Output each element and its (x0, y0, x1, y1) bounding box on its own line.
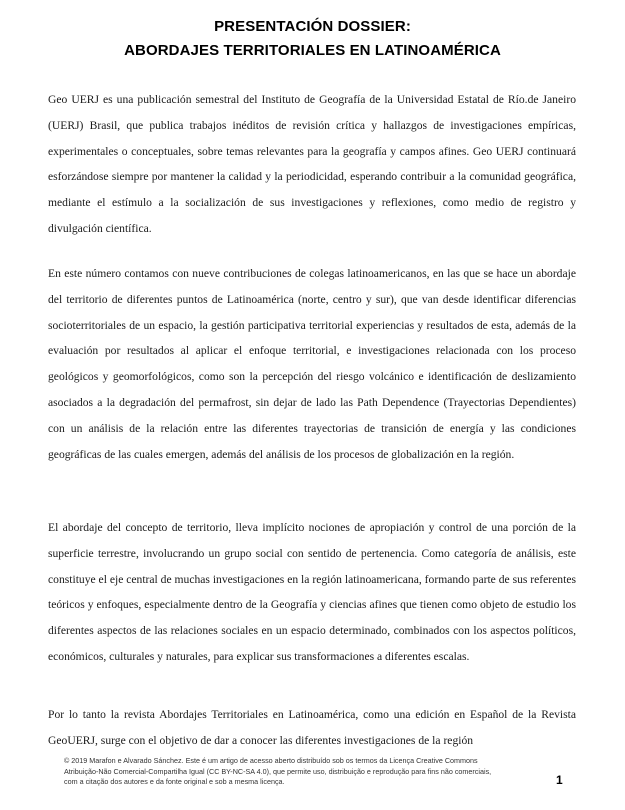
title-line-1: PRESENTACIÓN DOSSIER: (214, 18, 411, 35)
title-line-2: ABORDAJES TERRITORIALES EN LATINOAMÉRICA (124, 42, 501, 59)
page-number: 1 (556, 773, 563, 787)
license-line-1: © 2019 Marafon e Alvarado Sánchez. Este é um artigo de acesso aberto distribuído sob os termos da Licença Creative Commons (64, 756, 478, 765)
paragraph-intro: Geo UERJ es una publicación semestral del Instituto de Geografía de la Universidad Estatal de Río.de Janeiro (UERJ) Brasil, que publica trabajos inéditos de revisión crítica y hallazgos de investigaciones empíricas, experimentales o conceptuales, sobre temas relevantes para la geografía y campos afines. Geo UERJ continuará esforzándose siempre por mantener la calidad y la periodicidad, esperando contribuir a la comunidad geográfica, mediante el estímulo a la socialización de sus investigaciones y reflexiones, como medio de registro y divulgación científica. (48, 93, 576, 235)
paragraph-contributions: En este número contamos con nueve contribuciones de colegas latinoamericanos, en las que se hace un abordaje del territorio de diferentes puntos de Latinoamérica (norte, centro y sur), que van desde identificar diferencias socioterritoriales de un espacio, la gestión participativa territorial experiencias y resultados de esta, además de la evaluación por resultados al aplicar el enfoque territorial, e investigaciones relacionada con los proceso geológicos y geomorfológicos, como son la percepción del riesgo volcánico e identificación de deslizamiento asociados a la degradación del permafrost, sin dejar de lado las Path Dependence (Trayectorias Dependientes) con un análisis de la relación entre las diferentes trayectorias de transición de energía y las condiciones geográficas de las cuales emergen, además del análisis de los procesos de globalización en la región. (48, 267, 576, 461)
license-footer (64, 756, 534, 788)
paragraph-journal-purpose: Por lo tanto la revista Abordajes Territoriales en Latinoamérica, como una edición en Español de la Revista GeoUERJ, surge con el objetivo de dar a conocer las diferentes investigaciones de la región (48, 708, 576, 747)
license-line-2: Atribuição-Não Comercial-Compartilha Igual (CC BY-NC-SA 4.0), que permite uso, distribuição e reprodução para fins não comerciais, (64, 766, 492, 776)
license-line-3: com a citação dos autores e da fonte original e sob a mesma licença. (64, 777, 285, 786)
paragraph-territory-concept: El abordaje del concepto de territorio, lleva implícito nociones de apropiación y control de una porción de la superficie terrestre, involucrando un grupo social con sentido de pertenencia. Como categoría de análisis, este constituye el eje central de muchas investigaciones en la región latinoamericana, formando parte de sus referentes teóricos y enfoques, especialmente dentro de la Geografía y ciencias afines que tienen como objeto de estudio los diferentes aspectos de las relaciones sociales en un espacio determinado, combinados con los aspectos políticos, económicos, culturales y naturales, para explicar sus transformaciones a diferentes escalas. (48, 521, 576, 663)
